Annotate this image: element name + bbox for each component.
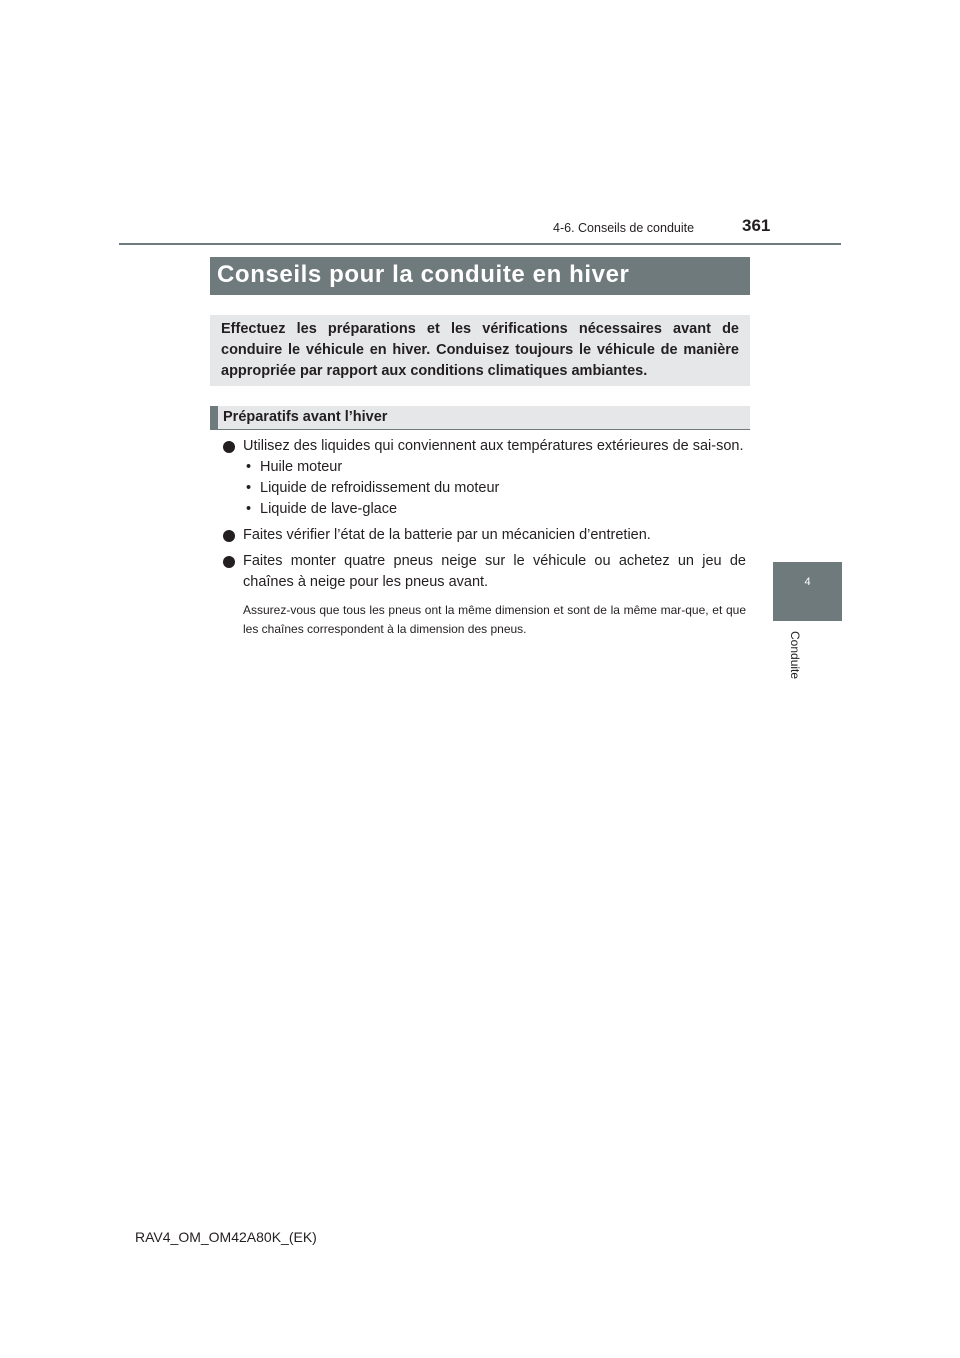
small-bullet-icon: • bbox=[246, 480, 252, 496]
intro-text: Effectuez les préparations et les vérifications nécessaires avant de conduire le véhicule en hiver. Conduisez toujours le véhicule de manière appropriée par rapport aux conditions climatiques ambiantes. bbox=[221, 321, 739, 379]
running-header-section: 4-6. Conseils de conduite bbox=[553, 221, 695, 235]
subsection-accent bbox=[210, 406, 218, 429]
list-item bbox=[243, 478, 746, 499]
bullet-text: Faites vérifier l’état de la batterie par un mécanicien d’entretien. bbox=[243, 527, 651, 543]
page-title: Conseils pour la conduite en hiver bbox=[217, 261, 630, 288]
small-bullet-icon: • bbox=[246, 459, 252, 475]
bullet-item bbox=[222, 551, 746, 593]
footer-document-code: RAV4_OM_OM42A80K_(EK) bbox=[135, 1229, 317, 1245]
list-item-text: Liquide de lave-glace bbox=[260, 501, 398, 517]
list-item bbox=[243, 457, 746, 478]
subsection-heading-bar bbox=[210, 406, 750, 430]
title-bar bbox=[210, 257, 750, 295]
subsection-heading: Préparatifs avant l’hiver bbox=[223, 409, 388, 425]
bullet-text: Utilisez des liquides qui conviennent aux températures extérieures de sai-son. bbox=[243, 438, 744, 454]
header-divider bbox=[119, 243, 841, 245]
bullet-text: Faites monter quatre pneus neige sur le véhicule ou achetez un jeu de chaînes à neige pour les pneus avant. bbox=[243, 553, 746, 590]
chapter-label: Conduite bbox=[788, 631, 802, 680]
chapter-number: 4 bbox=[804, 576, 811, 588]
page-number: 361 bbox=[742, 216, 771, 235]
list-item-text: Liquide de refroidissement du moteur bbox=[260, 480, 500, 496]
bullet-item bbox=[222, 525, 746, 546]
chapter-tab bbox=[773, 562, 842, 621]
bullet-dot-icon bbox=[223, 441, 235, 453]
list-item bbox=[243, 499, 746, 520]
bullet-dot-icon bbox=[223, 530, 235, 542]
bullet-item bbox=[222, 436, 746, 520]
intro-box bbox=[210, 315, 750, 386]
fluid-list bbox=[243, 457, 746, 520]
list-item-text: Huile moteur bbox=[260, 459, 343, 475]
note-text: Assurez-vous que tous les pneus ont la même dimension et sont de la même mar-que, et que les chaînes correspondent à la dimension des pneus. bbox=[243, 603, 746, 636]
bullet-dot-icon bbox=[223, 556, 235, 568]
small-bullet-icon: • bbox=[246, 501, 252, 517]
content-body bbox=[222, 436, 746, 639]
